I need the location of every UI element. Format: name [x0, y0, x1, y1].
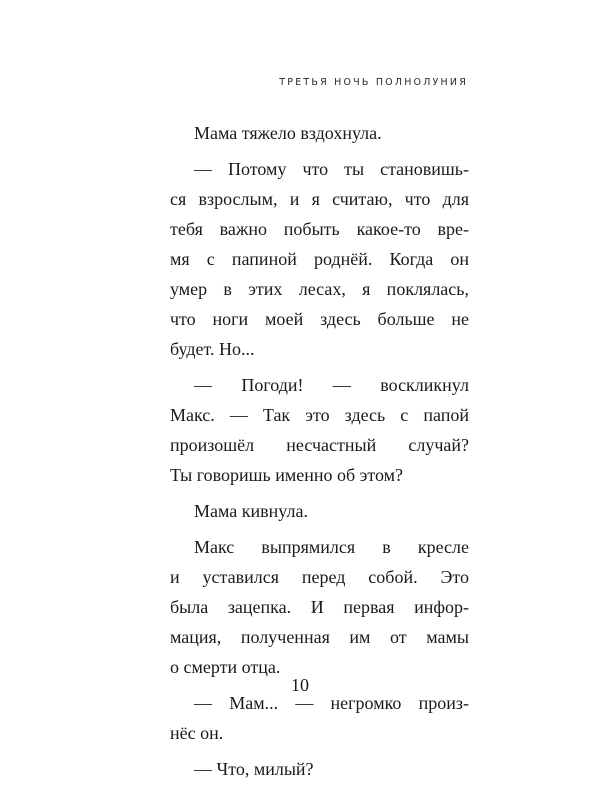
paragraph [170, 688, 469, 748]
text-line: произошёл несчастный случай? [170, 435, 469, 455]
text-line: Макс выпрямился в кресле [194, 537, 469, 557]
page-number: 10 [291, 675, 309, 695]
paragraph [170, 496, 469, 526]
text-line: Ты говоришь именно об этом? [170, 465, 404, 485]
paragraph [170, 154, 469, 364]
text-line: — Потому что ты становишь- [194, 159, 469, 179]
text-line: умер в этих лесах, я поклялась, [170, 279, 469, 299]
text-line: что ноги моей здесь больше не [170, 309, 469, 329]
paragraph [170, 754, 469, 784]
text-line: и уставился перед собой. Это [170, 567, 469, 587]
text-line: мя с папиной роднёй. Когда он [170, 249, 469, 269]
running-head: ТРЕТЬЯ НОЧЬ ПОЛНОЛУНИЯ [279, 77, 468, 88]
text-line: нёс он. [170, 723, 224, 743]
text-line: будет. Но... [170, 339, 255, 359]
text-line: — Что, милый? [194, 759, 314, 779]
paragraph [170, 118, 469, 148]
paragraph [170, 532, 469, 682]
text-line: — Мам... — негромко произ- [194, 693, 469, 713]
text-line: мация, полученная им от мамы [170, 627, 469, 647]
text-line: Макс. — Так это здесь с папой [170, 405, 469, 425]
text-line: — Погоди! — воскликнул [194, 375, 469, 395]
text-line: Мама тяжело вздохнула. [194, 123, 382, 143]
text-line: ся взрослым, и я считаю, что для [170, 189, 469, 209]
paragraph [170, 370, 469, 490]
text-line: о смерти отца. [170, 657, 281, 677]
text-line: Мама кивнула. [194, 501, 308, 521]
text-line: была зацепка. И первая инфор- [170, 597, 469, 617]
text-line: тебя важно побыть какое-то вре- [170, 219, 469, 239]
